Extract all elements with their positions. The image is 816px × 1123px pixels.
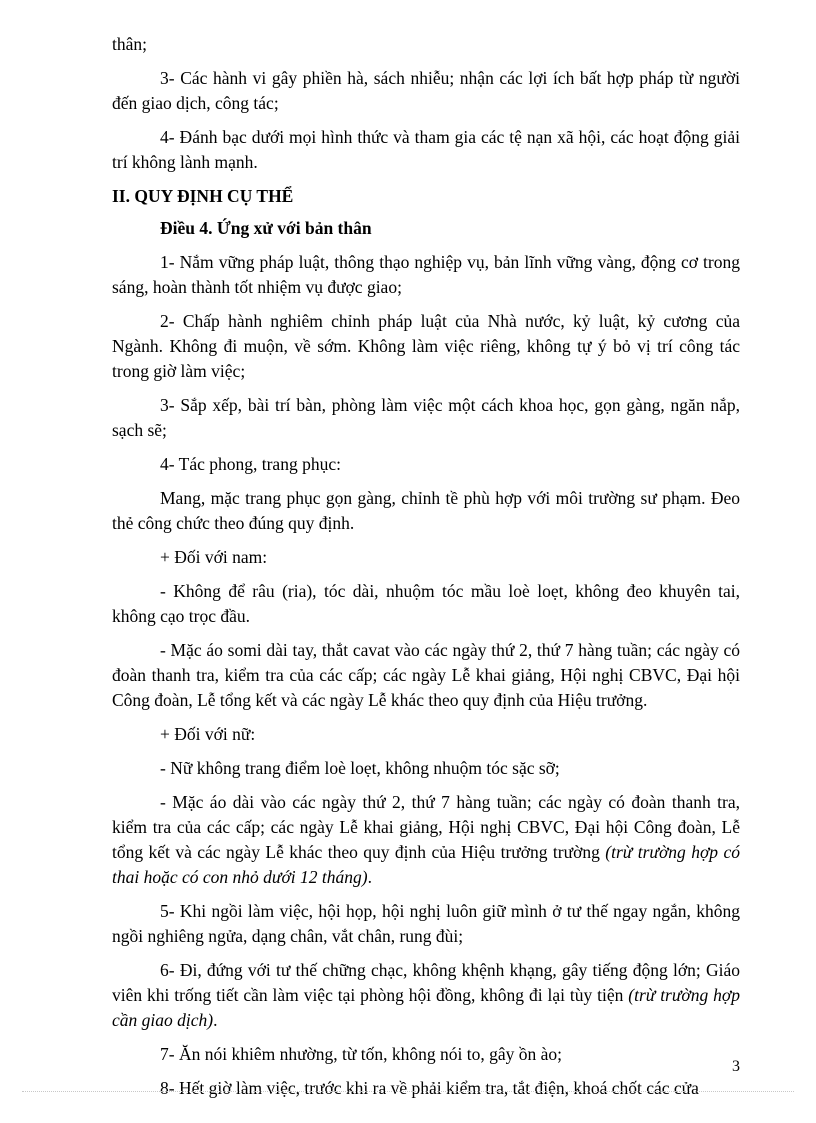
section-title: II. QUY ĐỊNH CỤ THỂ [112, 186, 294, 206]
item-6 [112, 958, 740, 1033]
document-body [112, 32, 740, 1110]
female-rule-1: - Nữ không trang điểm loè loẹt, không nhuộm tóc sặc sỡ; [160, 758, 560, 778]
item-5: 5- Khi ngồi làm việc, hội họp, hội nghị luôn giữ mình ở tư thế ngay ngắn, không ngồi nghiêng ngửa, dạng chân, vắt chân, rung đùi; [112, 901, 740, 946]
female-heading: + Đối với nữ: [160, 724, 256, 744]
page-bottom-divider [22, 1091, 794, 1092]
item-2: 2- Chấp hành nghiêm chỉnh pháp luật của Nhà nước, kỷ luật, kỷ cương của Ngành. Không đi muộn, về sớm. Không làm việc riêng, không tự ý bỏ vị trí công tác trong giờ làm việc; [112, 311, 740, 381]
female-rule-2-text: - Mặc áo dài vào các ngày thứ 2, thứ 7 hàng tuần; các ngày có đoàn thanh tra, kiểm tra của các cấp; các ngày Lễ khai giảng, Hội nghị CBVC, Đại hội Công đoàn, Lễ tổng kết và các ngày Lễ khác theo quy định của Hiệu trưởng trường [112, 792, 740, 862]
male-rule-1: - Không để râu (ria), tóc dài, nhuộm tóc mầu loè loẹt, không đeo khuyên tai, không cạo trọc đầu. [112, 581, 740, 626]
male-heading: + Đối với nam: [160, 547, 268, 567]
paragraph-continuation: thân; [112, 34, 147, 54]
item-8: 8- Hết giờ làm việc, trước khi ra về phải kiểm tra, tắt điện, khoá chốt các cửa [160, 1078, 699, 1098]
prohibition-item-3: 3- Các hành vi gây phiền hà, sách nhiễu; nhận các lợi ích bất hợp pháp từ người đến giao dịch, công tác; [112, 68, 740, 113]
prohibition-item-4: 4- Đánh bạc dưới mọi hình thức và tham gia các tệ nạn xã hội, các hoạt động giải trí không lành mạnh. [112, 127, 740, 172]
item-3: 3- Sắp xếp, bài trí bàn, phòng làm việc một cách khoa học, gọn gàng, ngăn nắp, sạch sẽ; [112, 395, 740, 440]
item-6-text: 6- Đi, đứng với tư thế chững chạc, không khệnh khạng, gây tiếng động lớn; Giáo viên khi trống tiết cần làm việc tại phòng hội đồng, không đi lại tùy tiện [112, 960, 740, 1005]
item-6-note: (trừ trường hợp cần giao dịch) [112, 985, 740, 1030]
article-title: Điều 4. Ứng xử với bản thân [160, 218, 372, 238]
item-4: 4- Tác phong, trang phục: [160, 454, 341, 474]
female-rule-2-end: . [367, 867, 372, 887]
item-1: 1- Nắm vững pháp luật, thông thạo nghiệp vụ, bản lĩnh vững vàng, động cơ trong sáng, hoàn thành tốt nhiệm vụ được giao; [112, 252, 740, 297]
item-7: 7- Ăn nói khiêm nhường, từ tốn, không nói to, gây ồn ào; [160, 1044, 563, 1064]
male-rule-2: - Mặc áo somi dài tay, thắt cavat vào các ngày thứ 2, thứ 7 hàng tuần; các ngày có đoàn thanh tra, kiểm tra của các cấp; các ngày Lễ khai giảng, Hội nghị CBVC, Đại hội Công đoàn, Lễ tổng kết và các ngày Lễ khác theo quy định của Hiệu trưởng. [112, 640, 740, 710]
item-4-text: Mang, mặc trang phục gọn gàng, chỉnh tề phù hợp với môi trường sư phạm. Đeo thẻ công chức theo đúng quy định. [112, 488, 740, 533]
item-6-end: . [213, 1010, 218, 1030]
female-rule-2 [112, 790, 740, 890]
page-number: 3 [732, 1058, 740, 1075]
female-rule-2-note: (trừ trường hợp có thai hoặc có con nhỏ dưới 12 tháng) [112, 842, 740, 887]
